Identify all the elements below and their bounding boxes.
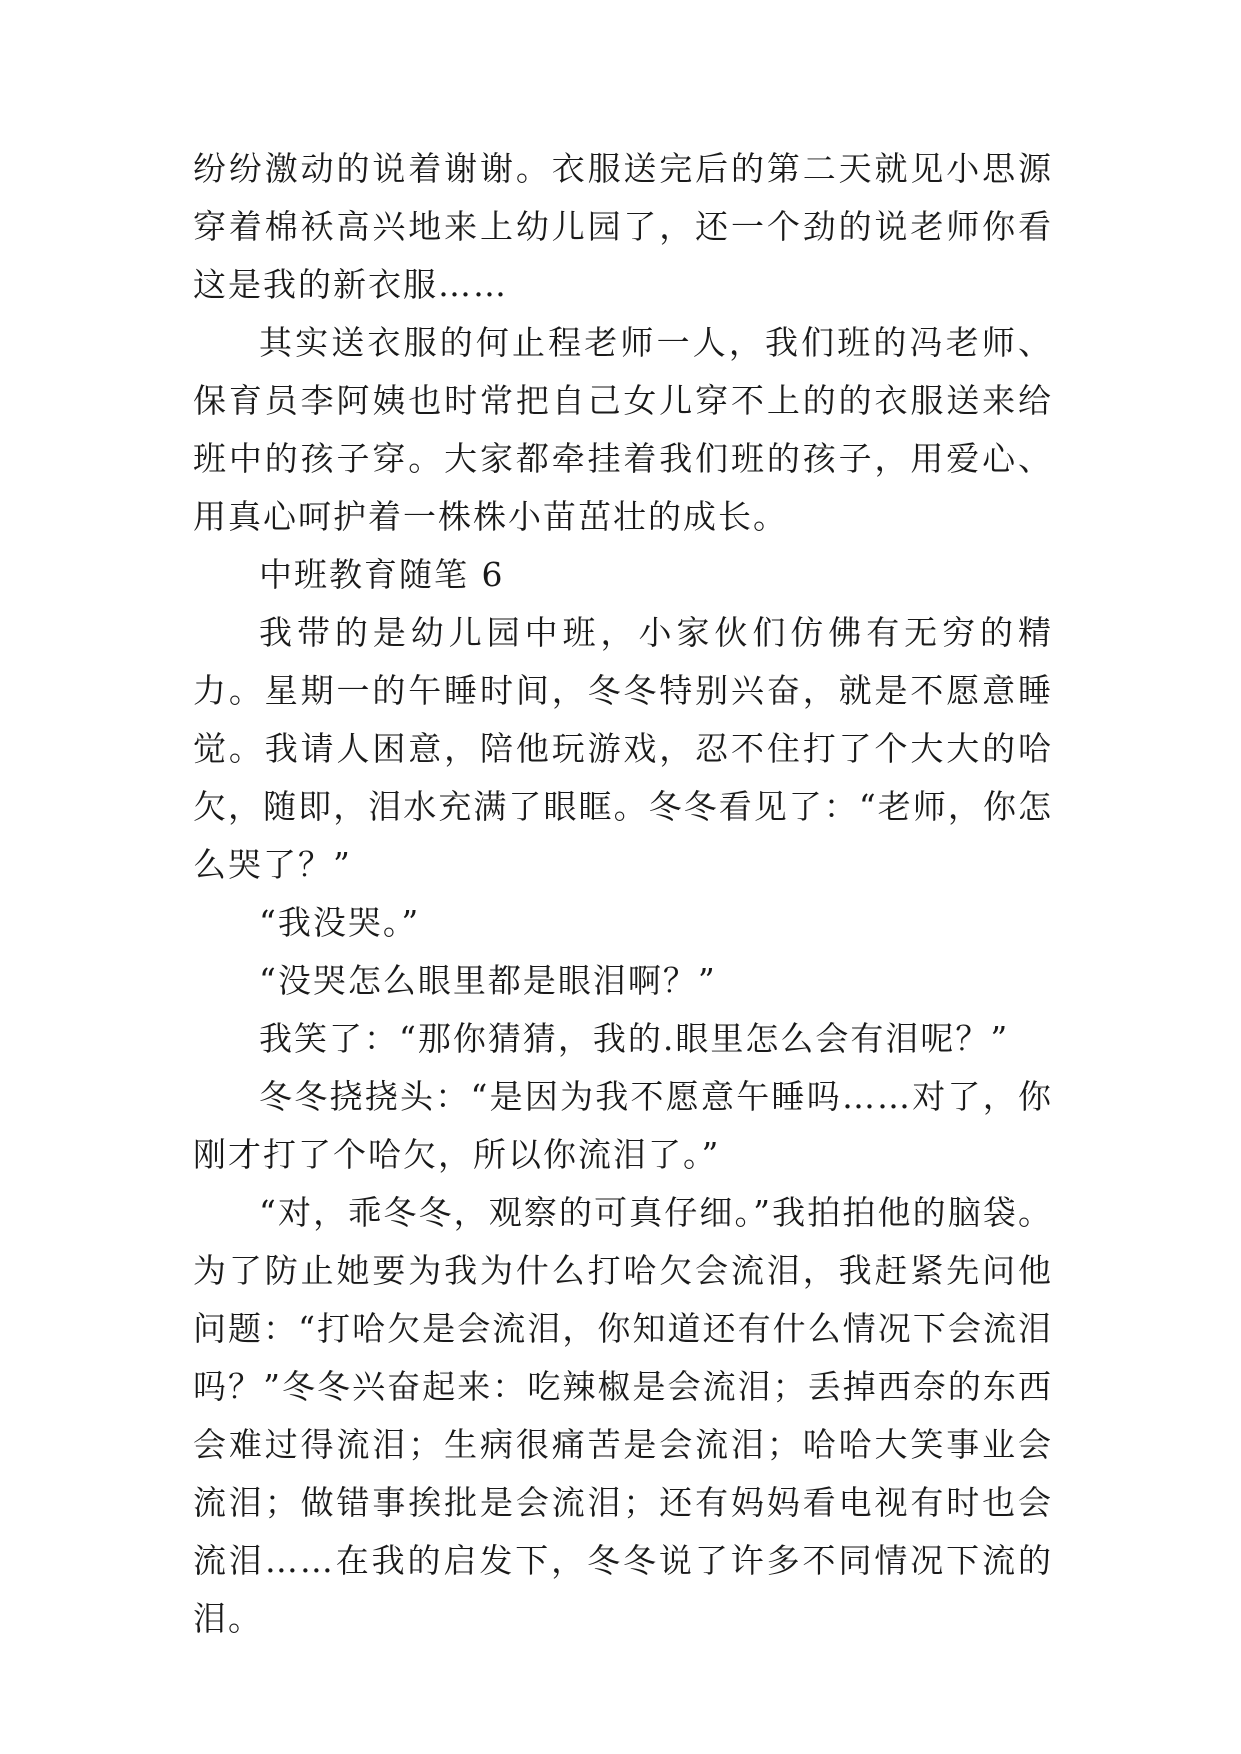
body-paragraph-4: 我笑了：“那你猜猜，我的.眼里怎么会有泪呢？” [259, 1019, 1010, 1058]
paragraph-1: 纷纷激动的说着谢谢。衣服送完后的第二天就见小思源穿着棉袄高兴地来上幼儿园了，还一个劲的说老师你看这是我的新衣服…… [193, 149, 1053, 304]
body-paragraph-6: “对，乖冬冬，观察的可真仔细。”我拍拍他的脑袋。为了防止她要为我为什么打哈欠会流泪，我赶紧先问他问题：“打哈欠是会流泪，你知道还有什么情况下会流泪吗？”冬冬兴奋起来：吃辣椒是会流泪；丢掉西奈的东西会难过得流泪；生病很痛苦是会流泪；哈哈大笑事业会流泪；做错事挨批是会流泪；还有妈妈看电视有时也会流泪……在我的启发下，冬冬说了许多不同情况下流的泪。 [193, 1193, 1053, 1638]
body-paragraph-5: 冬冬挠挠头：“是因为我不愿意午睡吗……对了，你刚才打了个哈欠，所以你流泪了。” [193, 1077, 1053, 1174]
paragraph-2: 其实送衣服的何止程老师一人，我们班的冯老师、保育员李阿姨也时常把自己女儿穿不上的的衣服送来给班中的孩子穿。大家都牵挂着我们班的孩子，用爱心、用真心呵护着一株株小苗茁壮的成长。 [193, 323, 1053, 536]
body-paragraph-3: “没哭怎么眼里都是眼泪啊？” [259, 961, 717, 1000]
document-page [193, 140, 1053, 1648]
body-paragraph-2: “我没哭。” [259, 903, 421, 942]
body-paragraph-1: 我带的是幼儿园中班，小家伙们仿佛有无穷的精力。星期一的午睡时间，冬冬特别兴奋，就是不愿意睡觉。我请人困意，陪他玩游戏，忍不住打了个大大的哈欠，随即，泪水充满了眼眶。冬冬看见了：“老师，你怎么哭了？” [193, 613, 1053, 884]
section-heading: 中班教育随笔 6 [259, 555, 505, 594]
